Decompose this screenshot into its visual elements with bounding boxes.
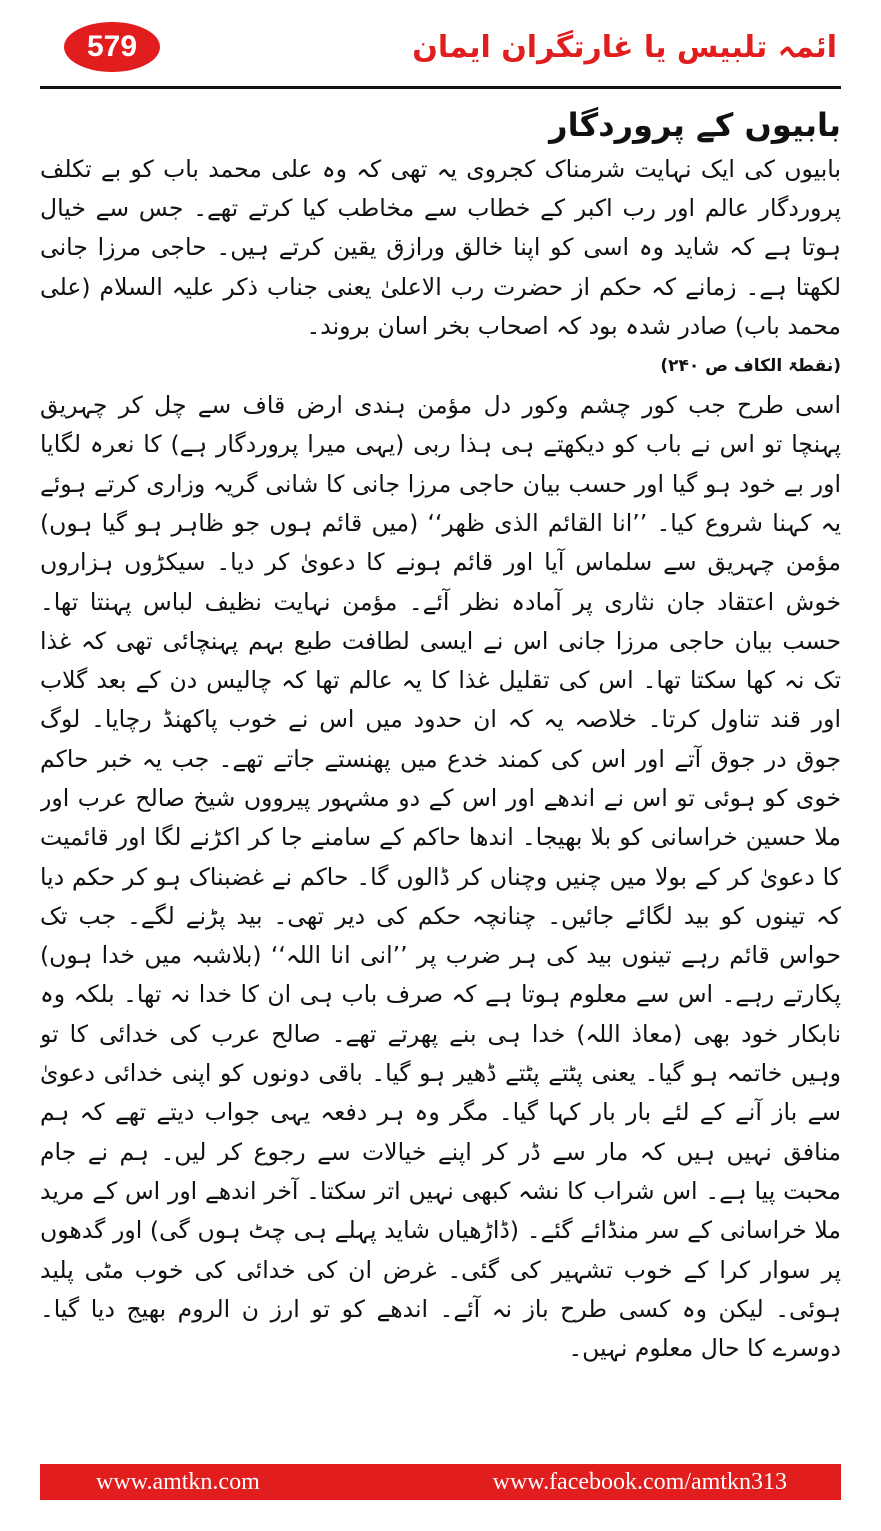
- section-title: بابیوں کے پروردگار: [549, 106, 841, 144]
- citation: (نقطۃ الکاف ص ۲۴۰): [660, 356, 841, 377]
- paragraph-intro: بابیوں کی ایک نہایت شرمناک کجروی یہ تھی کہ وہ علی محمد باب کو بے تکلف پروردگار عالم اور رب اکبر کے خطاب سے مخاطب کیا کرتے تھے۔ جس سے خیال ہوتا ہے کہ شاید وہ اسی کو اپنا خالق ورازق یقین کرتے ہیں۔ حاجی مرزا جانی لکھتا ہے۔ زمانے کہ حکم از حضرت رب الاعلیٰ یعنی جناب ذکر علیہ السلام (علی محمد باب) صادر شدہ بود کہ اصحاب بخر اسان بروند۔: [40, 155, 841, 340]
- page-number-badge: 579: [64, 22, 160, 72]
- facebook-link[interactable]: www.facebook.com/amtkn313: [492, 1468, 787, 1495]
- footer-bar: [40, 1464, 841, 1500]
- header-divider: [40, 86, 841, 89]
- website-link[interactable]: www.amtkn.com: [96, 1468, 260, 1495]
- page-content: [40, 100, 841, 1452]
- paragraph-main: اسی طرح جب کور چشم وکور دل مؤمن ہندی ارض قاف سے چل کر چہریق پہنچا تو اس نے باب کو دیکھتے ہی ہذا ربی (یہی میرا پروردگار ہے) کا نعرہ لگایا اور بے خود ہو گیا اور حسب بیان حاجی مرزا جانی کا شانی گریہ وزاری کرتے ہوئے یہ کہنا شروع کیا۔ ’’انا القائم الذی ظھر‘‘ (میں قائم ہوں جو ظاہر ہو گیا ہوں) مؤمن چہریق سے سلماس آیا اور قائم ہونے کا دعویٰ کر دیا۔ سیکڑوں ہزاروں خوش اعتقاد جان نثاری پر آمادہ نظر آئے۔ مؤمن نہایت نظیف لباس پہنتا تھا۔ حسب بیان حاجی مرزا جانی اس نے ایسی لطافت طبع بہم پہنچائی تھی کہ غذا تک نہ کھا سکتا تھا۔ اس کی تقلیل غذا کا یہ عالم تھا کہ چالیس دن کے بعد گلاب اور قند تناول کرتا۔ خلاصہ یہ کہ ان حدود میں اس نے خوب پاکھنڈ رچایا۔ لوگ جوق در جوق آتے اور اس کی کمند خدع میں پھنستے جاتے تھے۔ جب یہ خبر حاکم خوی کو ہوئی تو اس نے اندھے اور اس کے دو مشہور پیرووں شیخ صالح عرب اور ملا حسین خراسانی کو بلا بھیجا۔ اندھا حاکم کے سامنے جا کر اکڑنے لگا اور قائمیت کا دعویٰ کر کے بولا میں چنیں وچناں کر ڈالوں گا۔ حاکم نے غضبناک ہو کر حکم دیا کہ تینوں کو بید لگائے جائیں۔ چنانچہ حکم کی دیر تھی۔ بید پڑنے لگے۔ جب تک حواس قائم رہے تینوں بید کی ہر ضرب پر ’’انی انا اللہ‘‘ (بلاشبہ میں خدا ہوں) پکارتے رہے۔ اس سے معلوم ہوتا ہے کہ صرف باب ہی ان کا خدا نہ تھا۔ بلکہ وہ نابکار خود بھی (معاذ اللہ) خدا ہی بنے پھرتے تھے۔ صالح عرب کی خدائی کا تو وہیں خاتمہ ہو گیا۔ یعنی پٹتے پٹتے ڈھیر ہو گیا۔ باقی دونوں کو اپنی خدائی دعویٰ سے باز آنے کے لئے بار بار کہا گیا۔ مگر وہ ہر دفعہ یہی جواب دیتے تھے کہ ہم منافق نہیں ہیں کہ مار سے ڈر کر اپنے خیالات سے رجوع کر لیں۔ ہم نے جام محبت پیا ہے۔ اس شراب کا نشہ کبھی نہیں اتر سکتا۔ آخر اندھے اور اس کے مرید ملا خراسانی کے سر منڈائے گئے۔ (ڈاڑھیاں شاید پہلے ہی چٹ ہوں گی) اور گدھوں پر سوار کرا کے خوب تشہیر کی گئی۔ غرض ان کی خدائی کی خوب مٹی پلید ہوئی۔ لیکن وہ کسی طرح باز نہ آئے۔ اندھے کو تو ارز ن الروم بھیج دیا گیا۔ دوسرے کا حال معلوم نہیں۔: [40, 391, 841, 1363]
- book-title: ائمہ تلبیس یا غارتگران ایمان: [412, 30, 837, 65]
